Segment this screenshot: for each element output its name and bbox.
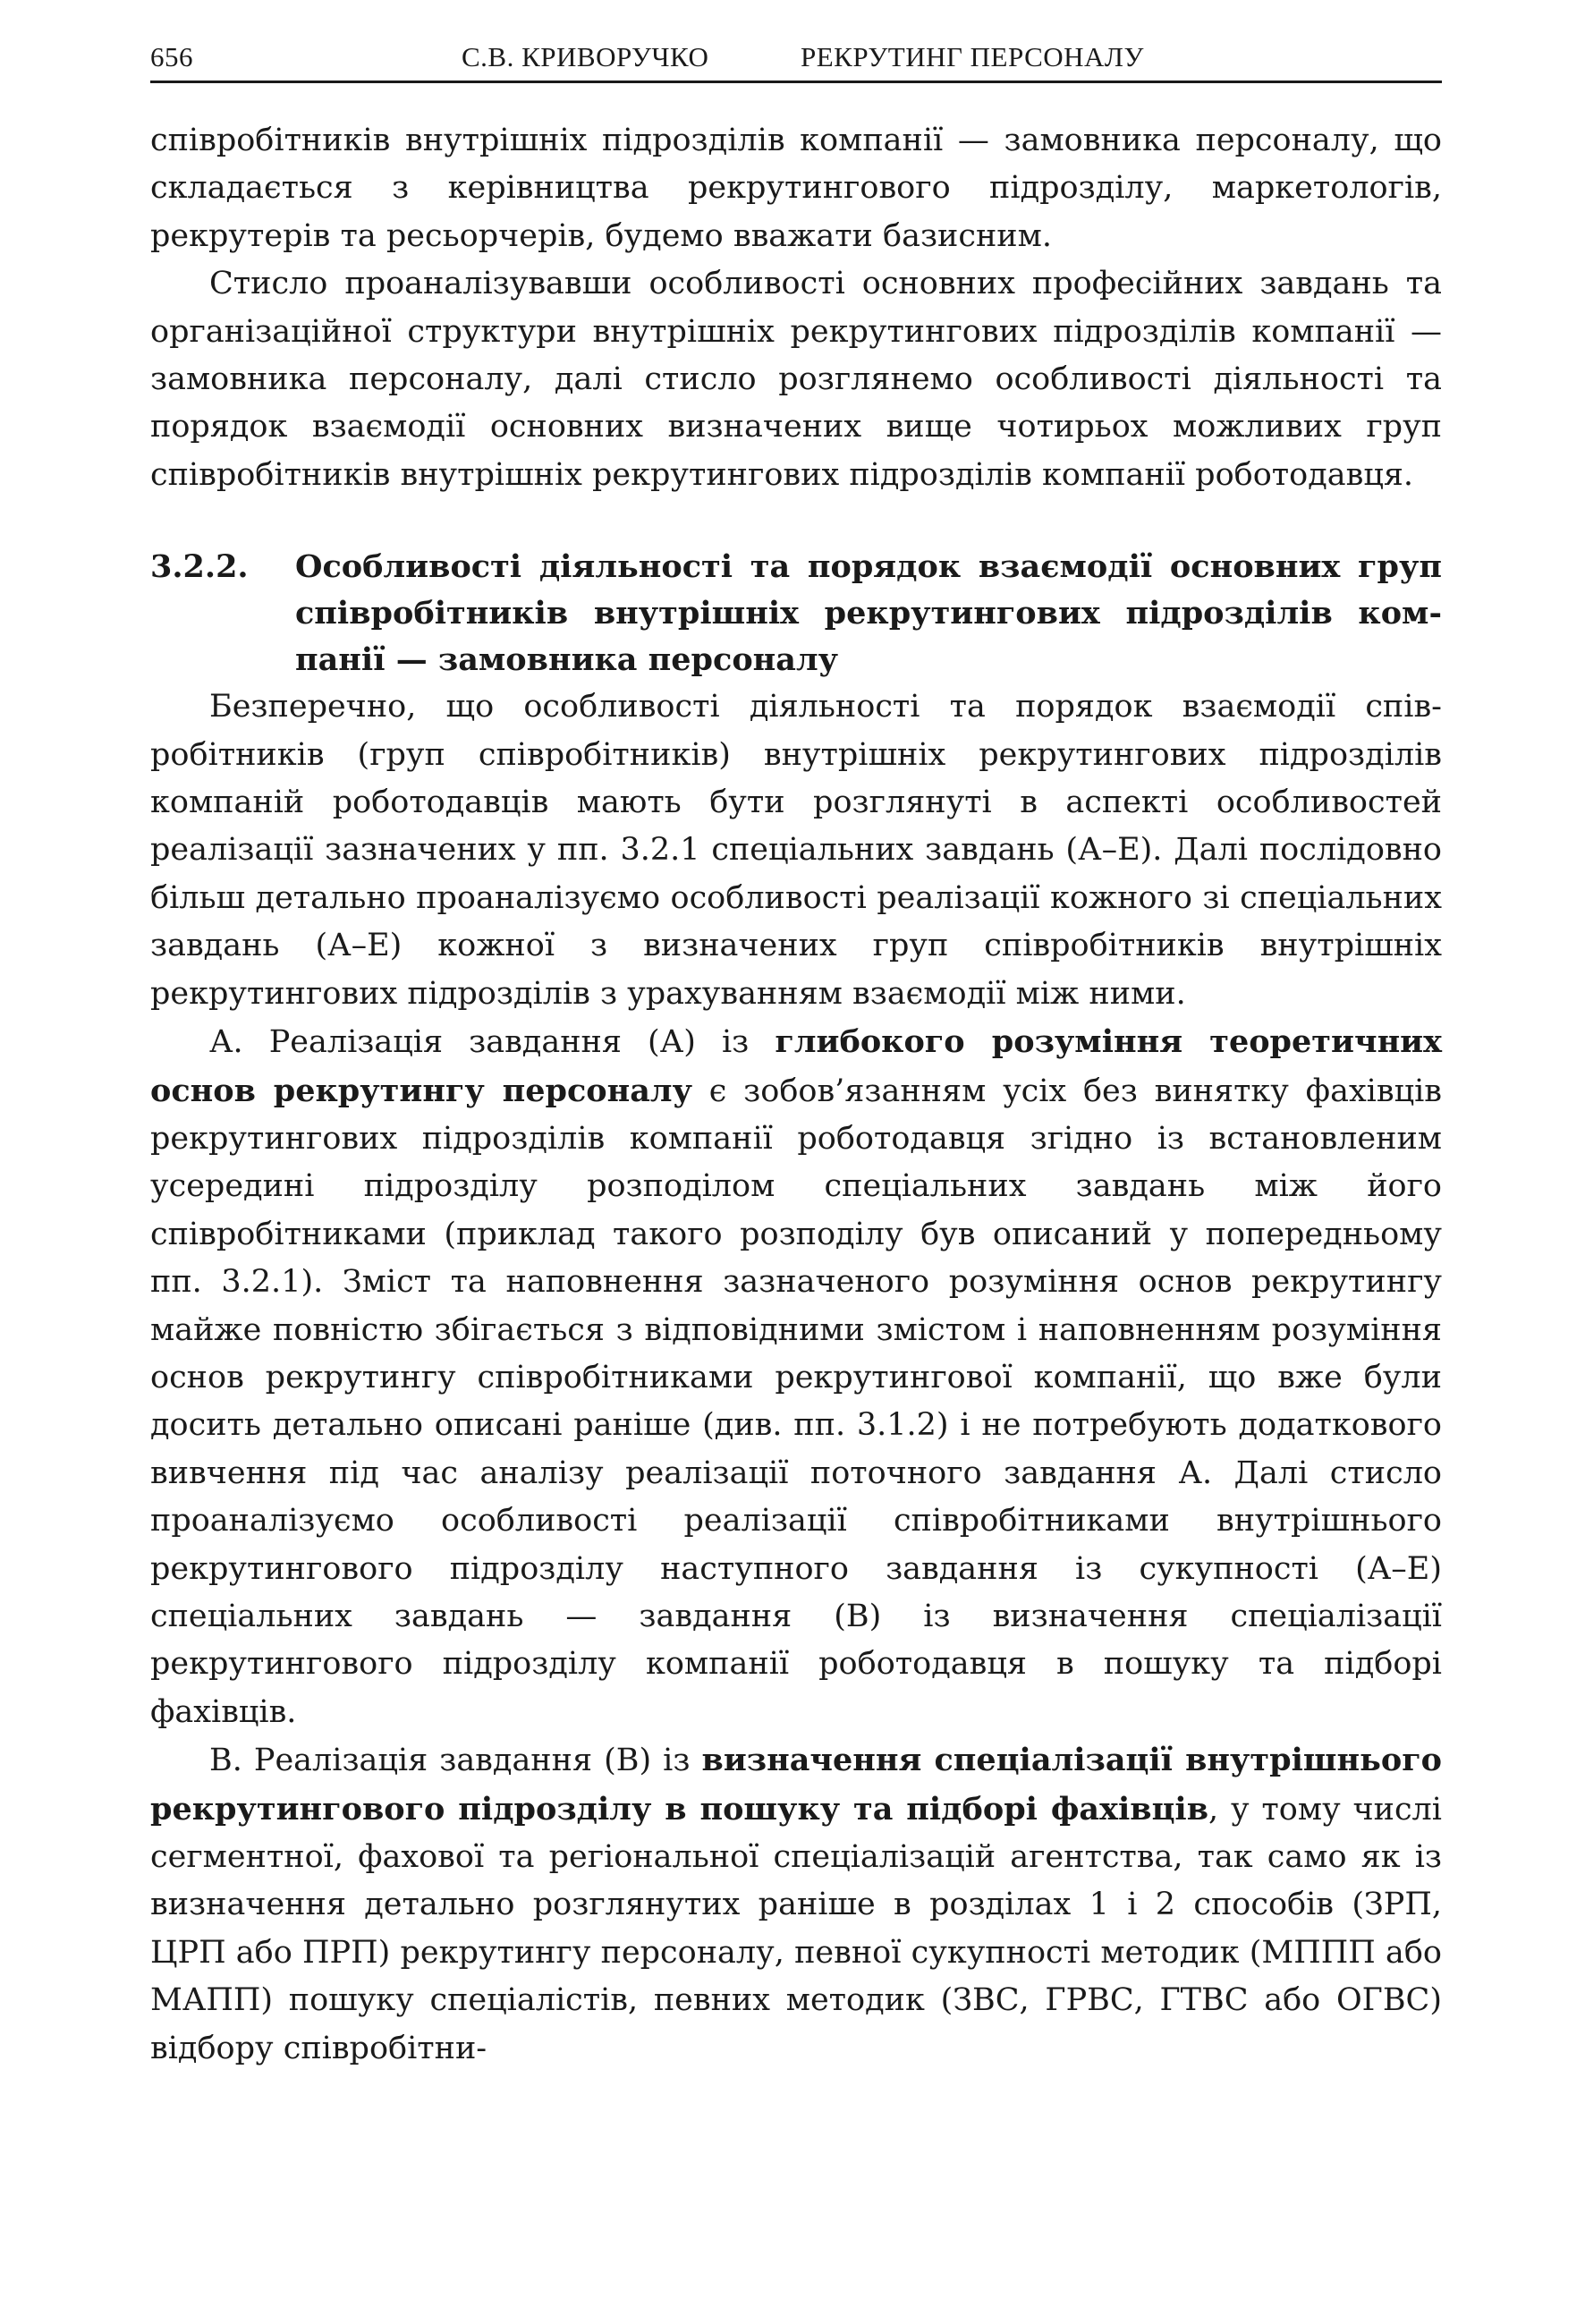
paragraph-3: Безперечно, що особливості діяльності та порядок взаємодії співробітників (груп співробітників) внутрішніх рекрутингових підрозділів компаній роботодавців мають бути розглянуті в аспекті особливостей реалізації зазначених у пп. 3.2.1 спеціальних завдань (А–Е). Далі послідовно більш детально проаналізуємо особливості реалізації кожного зі спеціальних завдань (А–Е) кожної з визначених груп співробітників внутрішніх рекрутингових підрозділів з урахуванням взаємодії між ними. xyxy=(150,689,1442,1012)
page-number: 656 xyxy=(150,41,193,72)
paragraph-4 xyxy=(150,1018,1442,1736)
body-text xyxy=(150,117,1442,2073)
paragraph-5-lead: В. Реалізація завдання (В) із xyxy=(209,1743,702,1779)
section-heading xyxy=(150,544,1442,683)
paragraph-2: Стисло проаналізувавши особливості основних професійних завдань та організаційної структури внутрішніх рекрутингових підрозділів компанії — замовника персоналу, далі стисло розглянемо особливості діяльності та порядок взаємодії основних визначених вище чотирьох можливих груп співробітників внутрішніх рекрутингових підрозділів компанії роботодавця. xyxy=(150,266,1442,493)
paragraph-1: співробітників внутрішніх підрозділів компанії — замовника персоналу, що складається з керівництва рекрутингового підрозділу, маркетологів, рекрутерів та ресьорчерів, будемо вважати базисним. xyxy=(150,123,1442,254)
section-title: Особливості діяльності та порядок взаємодії основних груп співробітників внутрішніх рекрутингових підрозділів компанії — замовника персоналу xyxy=(295,548,1442,679)
header-rule xyxy=(150,81,1442,83)
paragraph-4-emphasis: глибокого розуміння теоретичних основ рекрутингу персоналу xyxy=(150,1023,1443,1109)
running-header xyxy=(150,36,1442,77)
header-book-title: РЕКРУТИНГ ПЕРСОНАЛУ xyxy=(801,41,1144,72)
paragraph-5-emphasis: визначення спеціалізації внутрішнього рекрутингового підрозділу в пошуку та підборі фахівців xyxy=(150,1742,1442,1828)
paragraph-4-rest: є зобов’язанням усіх без винятку фахівців рекрутингових підрозділів компанії роботодавця згідно із встановленим усередині підрозділу розподілом спеціальних завдань між його співробітниками (приклад такого розподілу був описаний у попередньому пп. 3.2.1). Зміст та наповнення зазначеного розуміння основ рекрутингу майже повністю збігається з відповідними змістом і наповненням розуміння основ рекрутингу співробітниками рекрутингової компанії, що вже були досить детально описані раніше (див. пп. 3.1.2) і не потребують додаткового вивчення під час аналізу реалізації поточного завдання А. Далі стисло проаналізуємо особливості реалізації співробітниками внутрішнього рекрутингового підрозділу наступного завдання із сукупності (А–Е) спеціальних завдань — завдання (В) із визначення спеціалізації рекрутингового підрозділу компанії роботодавця в пошуку та підборі фахівців. xyxy=(150,1073,1442,1730)
header-author: С.В. КРИВОРУЧКО xyxy=(462,41,709,72)
paragraph-5-rest: , у тому числі сегментної, фахової та регіональної спеціалізацій агентства, так само як із визначення детально розглянутих раніше в розділах 1 і 2 способів (ЗРП, ЦРП або ПРП) рекрутингу персоналу, певної сукупності методик (МППП або МАПП) пошуку спеціалістів, певних методик (ЗВС, ГРВС, ГТВС або ОГВС) відбору співробітни- xyxy=(150,1791,1442,2066)
section-number: 3.2.2. xyxy=(150,548,249,586)
document-page xyxy=(150,36,1442,2073)
paragraph-5 xyxy=(150,1736,1442,2073)
paragraph-4-lead: А. Реалізація завдання (А) із xyxy=(209,1024,776,1061)
